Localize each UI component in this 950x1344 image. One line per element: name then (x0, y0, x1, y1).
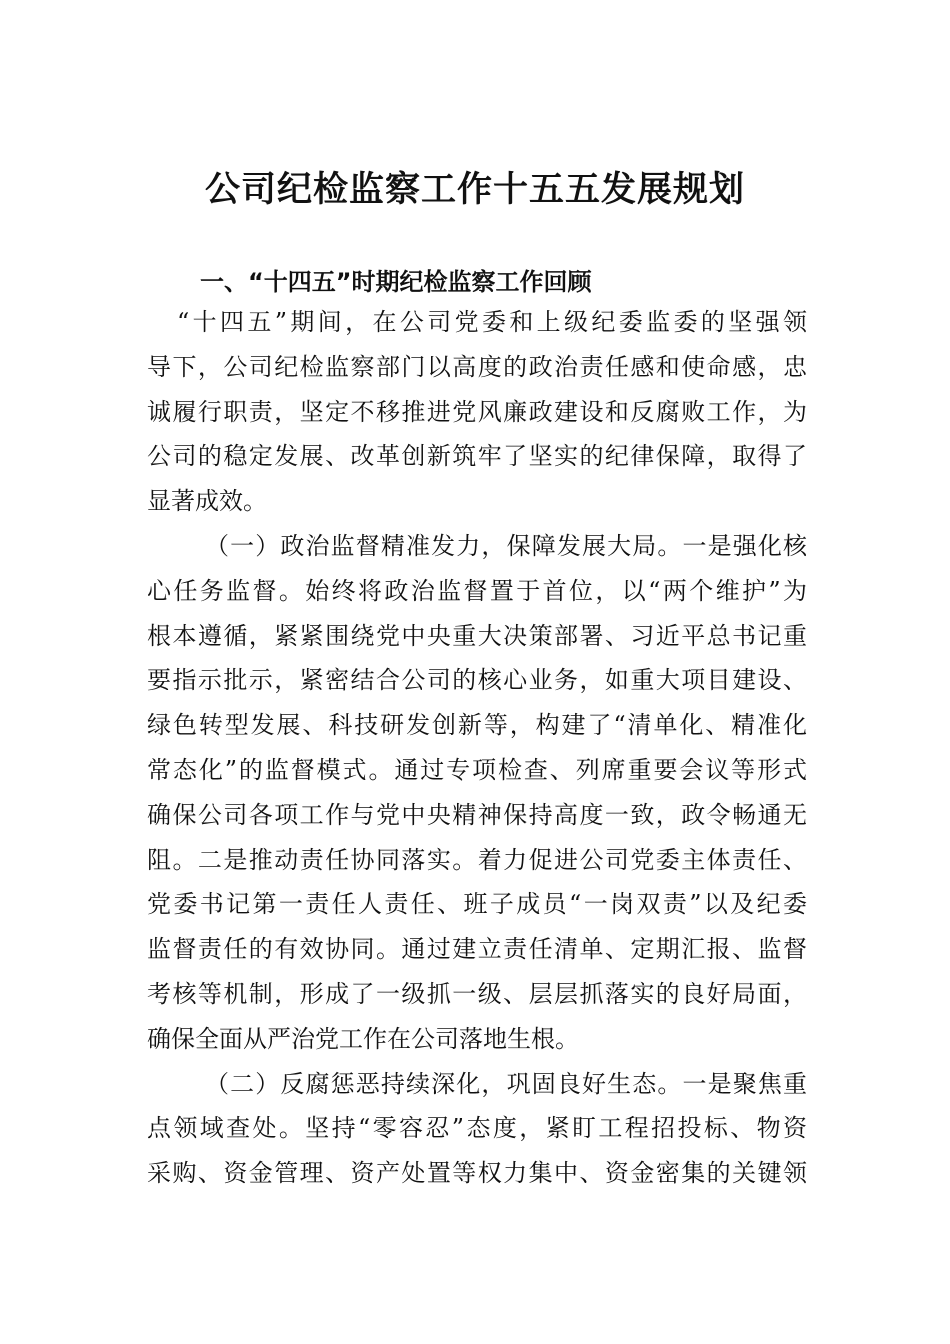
paragraph-line: 要指示批示，紧密结合公司的核心业务，如重大项目建设、 (147, 666, 807, 695)
paragraph-line: 监督责任的有效协同。通过建立责任清单、定期汇报、监督 (147, 935, 807, 964)
paragraph-line: （二）反腐惩恶持续深化，巩固良好生态。一是聚焦重 (205, 1069, 807, 1098)
paragraph (147, 300, 807, 524)
document-body (147, 300, 807, 1196)
paragraph-line: 确保公司各项工作与党中央精神保持高度一致，政令畅通无 (147, 800, 807, 829)
paragraph-line: 根本遵循，紧紧围绕党中央重大决策部署、习近平总书记重 (147, 621, 807, 650)
paragraph-line: 采购、资金管理、资产处置等权力集中、资金密集的关键领 (147, 1159, 807, 1188)
paragraph-line: 党委书记第一责任人责任、班子成员“一岗双责”以及纪委 (147, 890, 807, 919)
document-title: 公司纪检监察工作十五五发展规划 (204, 169, 745, 210)
paragraph (147, 524, 807, 1062)
paragraph-line: 绿色转型发展、科技研发创新等，构建了“清单化、精准化 (147, 711, 807, 740)
paragraph-line: 公司的稳定发展、改革创新筑牢了坚实的纪律保障，取得了 (147, 442, 807, 471)
paragraph-line: “十四五”期间，在公司党委和上级纪委监委的坚强领 (177, 308, 807, 336)
paragraph-line: 点领域查处。坚持“零容忍”态度，紧盯工程招投标、物资 (147, 1114, 807, 1143)
section-heading: 一、“十四五”时期纪检监察工作回顾 (200, 268, 592, 296)
paragraph-line: 阻。二是推动责任协同落实。着力促进公司党委主体责任、 (147, 845, 807, 874)
paragraph-line: 考核等机制，形成了一级抓一级、层层抓落实的良好局面， (147, 979, 807, 1008)
paragraph-line: （一）政治监督精准发力，保障发展大局。一是强化核 (205, 531, 807, 560)
paragraph-line: 心任务监督。始终将政治监督置于首位，以“两个维护”为 (147, 576, 807, 605)
paragraph-line: 确保全面从严治党工作在公司落地生根。 (147, 1024, 579, 1053)
paragraph-line: 诚履行职责，坚定不移推进党风廉政建设和反腐败工作，为 (147, 397, 807, 426)
paragraph-line: 常态化”的监督模式。通过专项检查、列席重要会议等形式 (147, 755, 807, 784)
paragraph-line: 导下，公司纪检监察部门以高度的政治责任感和使命感，忠 (147, 352, 807, 381)
paragraph (147, 1062, 807, 1196)
paragraph-line: 显著成效。 (147, 487, 267, 516)
